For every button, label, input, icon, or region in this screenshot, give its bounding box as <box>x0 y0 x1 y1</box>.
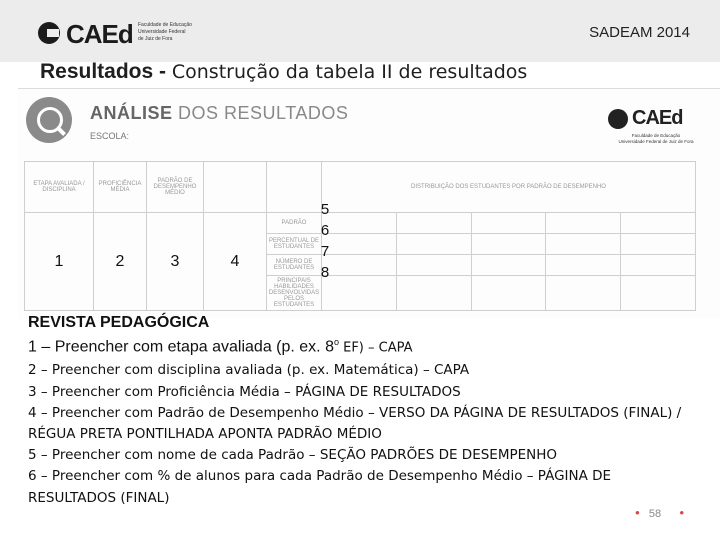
col-header-etapa: ETAPA AVALIADA / DISCIPLINA <box>25 162 94 213</box>
row-label-numero: NÚMERO DE ESTUDANTES <box>267 255 322 276</box>
marker-1: 1 <box>25 213 94 311</box>
page-number: 58 <box>648 508 662 520</box>
page-footer <box>635 505 684 520</box>
row-label-percentual: PERCENTUAL DE ESTUDANTES <box>267 234 322 255</box>
col-header-proficiencia: PROFICIÊNCIA MÉDIA <box>94 162 147 213</box>
col-header-distribuicao: DISTRIBUIÇÃO DOS ESTUDANTES POR PADRÃO DE DESEMPENHO <box>322 162 696 213</box>
header-band <box>0 0 720 62</box>
revista-heading: REVISTA PEDAGÓGICA <box>28 314 210 331</box>
instruction-1: 1 – Preencher com etapa avaliada (p. ex. 8$^o$ EF) – CAPA <box>28 337 413 356</box>
marker-3: 3 <box>147 213 204 311</box>
bullet-icon: • <box>679 505 684 520</box>
magnifier-chart-icon <box>26 97 72 143</box>
caed-logo <box>38 20 208 48</box>
title-light: Construção da tabela II de resultados <box>171 61 528 83</box>
side-number-7: 7 <box>320 243 330 260</box>
document-heading: ANÁLISE DOS RESULTADOS <box>90 103 349 123</box>
logo-word: CAEd <box>66 19 133 49</box>
side-number-8: 8 <box>320 264 330 281</box>
results-document-image <box>18 88 720 319</box>
marker-2: 2 <box>94 213 147 311</box>
side-number-5: 5 <box>320 201 330 218</box>
logo-subtitle: Faculdade de Educação Universidade Federal de Juiz de Fora <box>138 22 192 42</box>
instruction-list: 2 – Preencher com disciplina avaliada (p. ex. Matemática) – CAPA 3 – Preencher com Proficiência Média – PÁGINA DE RESULTADOS 4 – Preencher com Padrão de Desempenho Médio – VERSO DA PÁGINA DE RESULTADOS (FINAL) / RÉGUA PRETA PONTILHADA APONTA PADRÃO MÉDIO 5 – Preencher com nome de cada Padrão – SEÇÃO PADRÕES DE DESEMPENHO 6 – Preencher com % de alunos para cada Padrão de Desempenho Médio – PÁGINA DE RESULTADOS (FINAL) <box>28 362 682 506</box>
row-label-habilidades: PRINCIPAIS HABILIDADES DESENVOLVIDAS PELOS ESTUDANTES <box>267 276 322 311</box>
row-label-padrao: PADRÃO <box>267 213 322 234</box>
document-caed-logo: CAEd Faculdade de Educação Universidade Federal de Juiz de Fora <box>608 107 700 157</box>
marker-4: 4 <box>204 213 267 311</box>
caed-logo-icon <box>38 22 60 44</box>
results-table <box>24 161 696 311</box>
document-escola: ESCOLA: <box>90 131 130 141</box>
side-number-6: 6 <box>320 222 330 239</box>
side-numbers <box>318 199 332 283</box>
title-bold: Resultados - <box>40 60 172 83</box>
sadeam-label: SADEAM 2014 <box>589 24 690 41</box>
bullet-icon: • <box>635 505 640 520</box>
instructions <box>28 314 698 509</box>
caed-logo-icon <box>608 109 628 129</box>
slide-title <box>40 60 527 84</box>
col-header-padrao-medio: PADRÃO DE DESEMPENHO MÉDIO <box>147 162 204 213</box>
